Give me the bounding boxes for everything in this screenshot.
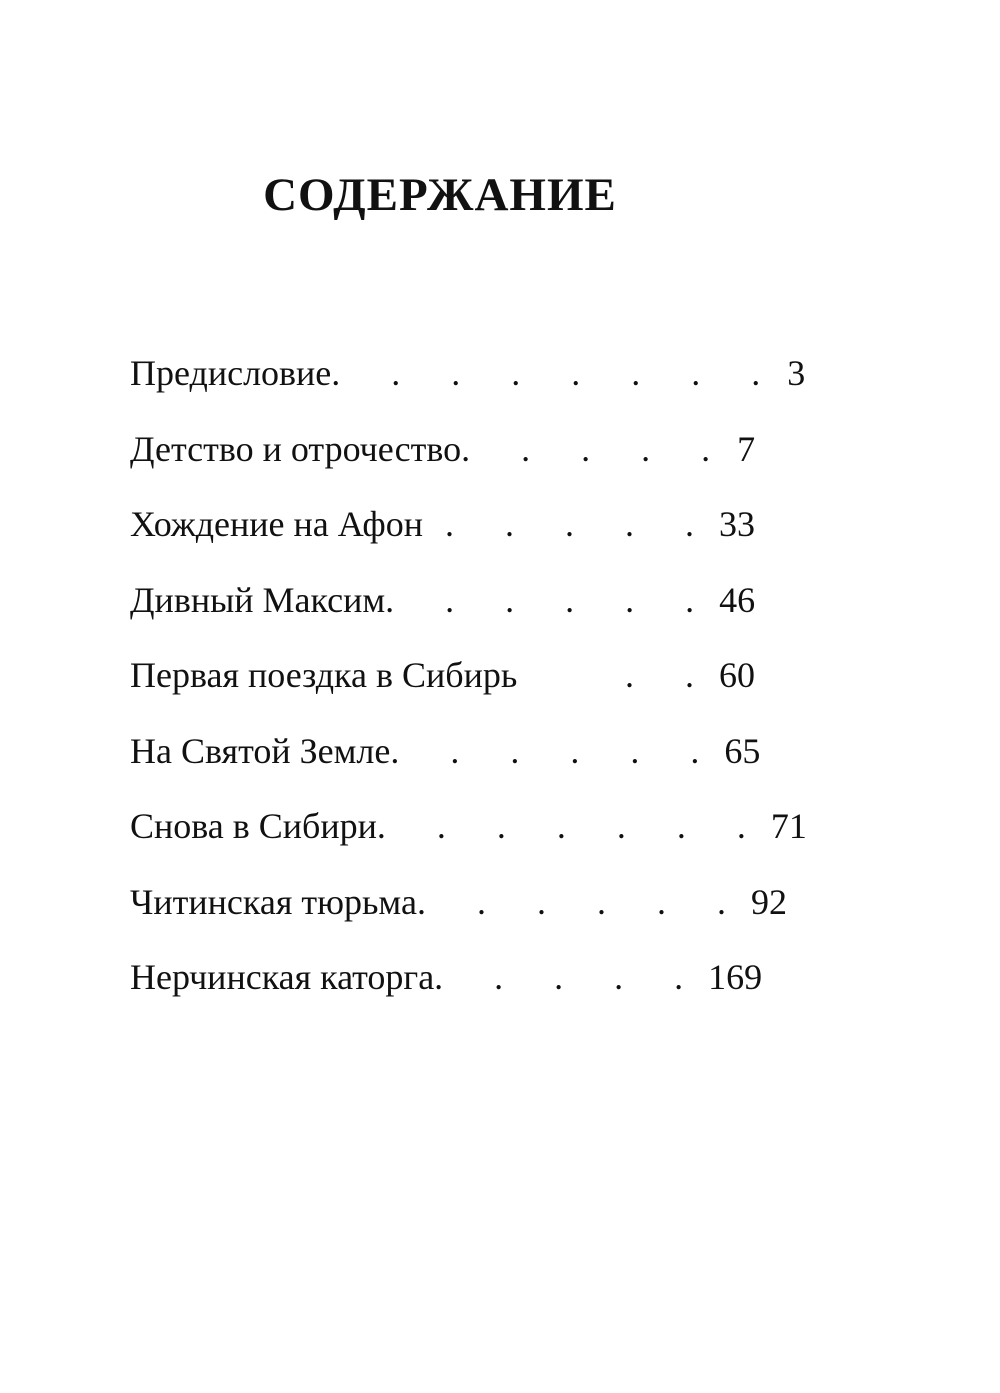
toc-entry [130,944,763,1020]
page-title [0,168,1000,222]
toc-entry-leader: . . . . . . [390,730,721,771]
toc-entry-page: 92 [750,881,787,922]
toc-entry [130,718,761,794]
toc-entry-leader: . . . . . . [416,881,747,922]
toc-entry-page: 33 [719,504,755,544]
table-of-contents [130,340,807,1020]
toc-entry-page: 71 [770,806,807,846]
toc-entry-title: Хождение на Афон [130,504,423,544]
toc-entry [130,567,755,643]
toc-entry-leader: . . . . . [434,957,705,997]
toc-entry-page: 60 [719,655,755,695]
toc-entry-page: 65 [724,730,761,771]
toc-entry-leader: . . . . . [461,428,732,469]
toc-entry-leader: . . . . . . . [376,806,767,846]
toc-entry-page: 7 [737,428,756,469]
toc-entry-title: На Святой Земле [130,730,391,771]
toc-entry [130,793,807,869]
toc-entry-title: Детство и отрочество [130,428,462,469]
toc-entry-page: 169 [708,957,763,997]
toc-entry-leader: . . . . . . [385,579,716,620]
toc-entry-leader: . . . . . [445,504,715,544]
toc-entry-title: Нерчинская каторга [130,957,435,997]
toc-entry [130,340,806,416]
toc-entry-page: 46 [719,579,756,620]
toc-entry [130,416,755,492]
toc-entry-title: Дивный Максим [130,579,386,620]
toc-entry-page: 3 [787,353,806,393]
toc-entry-title: Читинская тюрьма [130,881,417,922]
toc-entry-title: Предисловие [130,353,332,393]
toc-entry-title: Первая поездка в Сибирь [130,655,518,695]
toc-entry [130,491,755,567]
toc-entry [130,869,787,945]
page-title-text: СОДЕРЖАНИЕ [263,169,617,221]
toc-entry-leader: . . [625,655,715,695]
toc-entry-leader: . . . . . . . . [331,353,782,393]
toc-entry [130,642,755,718]
toc-entry-title: Снова в Сибири [130,806,377,846]
